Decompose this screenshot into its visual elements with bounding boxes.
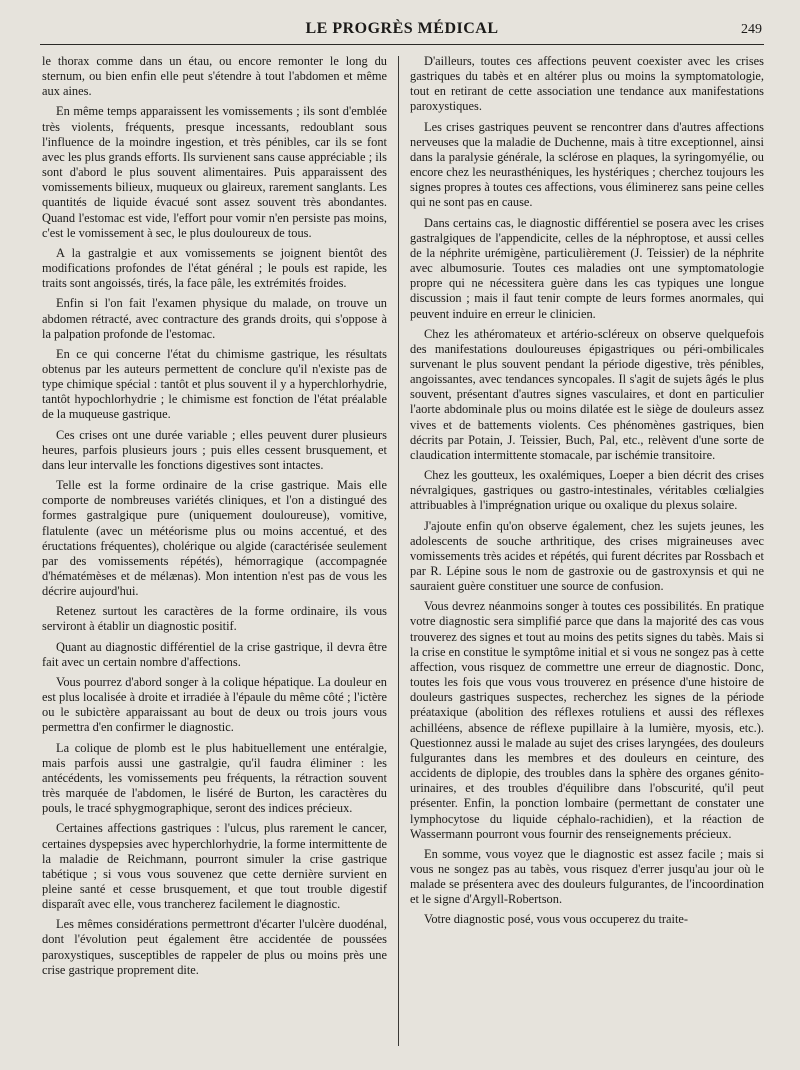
paragraph: Les crises gastriques peuvent se rencontrer dans d'autres affections nerveuses que la maladie de Duchenne, mais à titre exceptionnel, ainsi dans la paralysie générale, la sclérose en plaques, la syringomyélie, ou encore chez les neurasthéniques, les hystériques ; cherchez toujours les signes propres à toutes ces affections, vous éliminerez sans peine celles qui ne sont pas en cause. [410,119,764,210]
paragraph: Telle est la forme ordinaire de la crise gastrique. Mais elle comporte de nombreuses variétés cliniques, et l'on a distingué des formes gastralgique pure (uniquement douloureuse), vomitive, flatulente (avec un météorisme plus ou moins accentué, et des éructations fréquentes), cholérique ou algide (caractérisée seulement par des vomissements répétés), hémorragique (accompagnée d'hématémèses et de mélænas). Mon intention n'est pas de vous les décrire aujourd'hui. [42,478,387,599]
paragraph: Quant au diagnostic différentiel de la crise gastrique, il devra être fait avec un certain nombre d'affections. [42,639,387,669]
paragraph: J'ajoute enfin qu'on observe également, chez les sujets jeunes, les adolescents de souche arthritique, des crises migraineuses avec vomissements très acides et répétés, qui furent décrites par Rossbach et par R. Lépine sous le nom de gastroxie ou de gastroxynsis et qui ne sauraient guère constituer une source de confusion. [410,518,764,594]
right-column [410,54,764,928]
paragraph: Retenez surtout les caractères de la forme ordinaire, ils vous serviront à établir un diagnostic positif. [42,604,387,634]
paragraph: Ces crises ont une durée variable ; elles peuvent durer plusieurs heures, parfois plusieurs jours ; puis elles cessent brusquement, et dans leur intervalle les fonctions digestives sont intactes. [42,427,387,472]
paragraph: Dans certains cas, le diagnostic différentiel se posera avec les crises gastralgiques de l'appendicite, celles de la néphroptose, et aussi celles de la néphrite urémigène, particulièrement (J. Teissier) de la néphrite avec albumosurie. Toutes ces maladies ont une symptomatologie propre qui ne nécessitera guère dans les cas typiques une longue discussion ; mais il faut tenir compte de leurs formes anormales, qui peuvent induire en erreur le clinicien. [410,215,764,321]
paragraph: Vous pourrez d'abord songer à la colique hépatique. La douleur en est plus localisée à droite et irradiée à l'épaule du même côté ; l'ictère ou le subictère apparaissant au bout de deux ou trois jours vous permettra d'en confirmer le diagnostic. [42,674,387,735]
running-header [40,16,764,45]
paragraph: La colique de plomb est le plus habituellement une entéralgie, mais parfois aussi une gastralgie, qu'il faudra éliminer : les antécédents, les vomissements peu fréquents, la rétraction souvent très marquée de l'abdomen, le liséré de Burton, les caractères du pouls, le tracé sphygmographique, seront des indices précieux. [42,740,387,816]
paragraph: Enfin si l'on fait l'examen physique du malade, on trouve un abdomen rétracté, avec contracture des grands droits, qui s'oppose à la palpation profonde de l'estomac. [42,296,387,341]
paragraph: En somme, vous voyez que le diagnostic est assez facile ; mais si vous ne songez pas au tabès, vous risquez d'errer jusqu'au jour où le malade se présentera avec des douleurs fulgurantes, de l'incoordination et le signe d'Argyll-Robertson. [410,846,764,907]
paragraph: Chez les goutteux, les oxalémiques, Loeper a bien décrit des crises névralgiques, gastriques ou gastro-intestinales, véritables cœlialgies attribuables à l'imprégnation urique ou oxalique du plexus solaire. [410,468,764,513]
paragraph: Les mêmes considérations permettront d'écarter l'ulcère duodénal, dont l'évolution peut également être accidentée de poussées paroxystiques, susceptibles de rappeler de plus ou moins près une crise gastrique proprement dite. [42,917,387,977]
paragraph: le thorax comme dans un étau, ou encore remonter le long du sternum, ou bien enfin elle peut s'étendre à tout l'abdomen et même aux aines. [42,54,387,99]
paragraph: D'ailleurs, toutes ces affections peuvent coexister avec les crises gastriques du tabès et en altérer plus ou moins la symptomatologie, tout en retirant de cette association une tendance aux manifestations paroxystiques. [410,54,764,114]
page-number: 249 [741,22,762,37]
paragraph: En même temps apparaissent les vomissements ; ils sont d'emblée très violents, fréquents, presque incessants, redoublant sous l'influence de la moindre ingestion, et très pénibles, car ils se font avec les plus grands efforts. Ils survienent sans cause appréciable ; ils sont d'abord le plus souvent alimentaires. Puis apparaissent des vomissements bilieux, muqueux ou glaireux, rarement sanglants. Les quantités de liquide évacué sont assez souvent très abondantes. Quand l'estomac est vide, l'effort pour vomir n'en persiste pas moins, c'est le vomissement à sec, le plus douloureux de tous. [42,104,387,240]
journal-title: LE PROGRÈS MÉDICAL [305,20,499,37]
left-column [42,54,387,978]
paragraph: Chez les athéromateux et artério-scléreux on observe quelquefois des manifestations douloureuses épigastriques ou péri-ombilicales survenant le plus souvent pendant la période digestive, très pénibles, angoissantes, avec tendances syncopales. Il s'agit de sujets âgés le plus souvent, présentant d'autres signes vasculaires, et dont en particulier l'aorte abdominale plus ou moins dilatée est le siège de douleurs assez vives et de battements violents. Ces phénomènes gastriques, bien décrits par Potain, J. Teissier, Buch, Pal, etc., relèvent d'une sorte de claudication intermittente stomacale, par ischémie transitoire. [410,326,764,462]
column-divider [398,56,399,1046]
paragraph: A la gastralgie et aux vomissements se joignent bientôt des modifications profondes de l'état général ; le pouls est rapide, les traits sont angoissés, tirés, la face pâle, les extrémités froides. [42,245,387,291]
paragraph: Votre diagnostic posé, vous vous occuperez du traite- [424,912,689,927]
paragraph: Vous devrez néanmoins songer à toutes ces possibilités. En pratique votre diagnostic sera simplifié parce que dans la majorité des cas vous trouverez des signes et tout au moins des petits signes du tabès. Mais si la crise en constitue le symptôme initial et si vous ne songez pas à cette affection, vous risquez de commettre une erreur de diagnostic. Donc, toutes les fois que vous vous trouverez en présence d'une histoire de douleurs gastriques suspectes, recherchez les signes de la période préataxique (abolition des réflexes rotuliens et aussi des réflexes achilléens, absence de réflexe pupillaire à la lumière, myosis, etc.). Questionnez aussi le malade au sujet des crises laryngées, des douleurs fulgurantes dans les membres et des douleurs en ceinture, des accidents de diplopie, des troubles dans la sphère des organes génito-urinaires, et des troubles d'équilibre dans l'obscurité, qu'il peut présenter. Enfin, la ponction lombaire (permettant de constater une lymphocytose du liquide céphalo-rachidien), et la réaction de Wassermann pourront vous fournir des renseignements précieux. [410,599,764,841]
paragraph: En ce qui concerne l'état du chimisme gastrique, les résultats obtenus par les auteurs permettent de conclure qu'il n'existe pas de type chimique spécial : tantôt et plus souvent il y a hyperchlorhydrie, tantôt hypochlorhydrie ; le chimisme est fonction de l'état préalable de la muqueuse gastrique. [42,346,387,422]
paragraph: Certaines affections gastriques : l'ulcus, plus rarement le cancer, certaines dyspepsies avec hyperchlorhydrie, la forme intermittente de la maladie de Reichmann, pourront simuler la crise gastrique tabétique ; si vous vous souvenez que cette dernière survient en pleine santé et cesse brusquement, et que tout trouble digestif disparaît avec elle, vous trancherez facilement le diagnostic. [42,821,387,912]
